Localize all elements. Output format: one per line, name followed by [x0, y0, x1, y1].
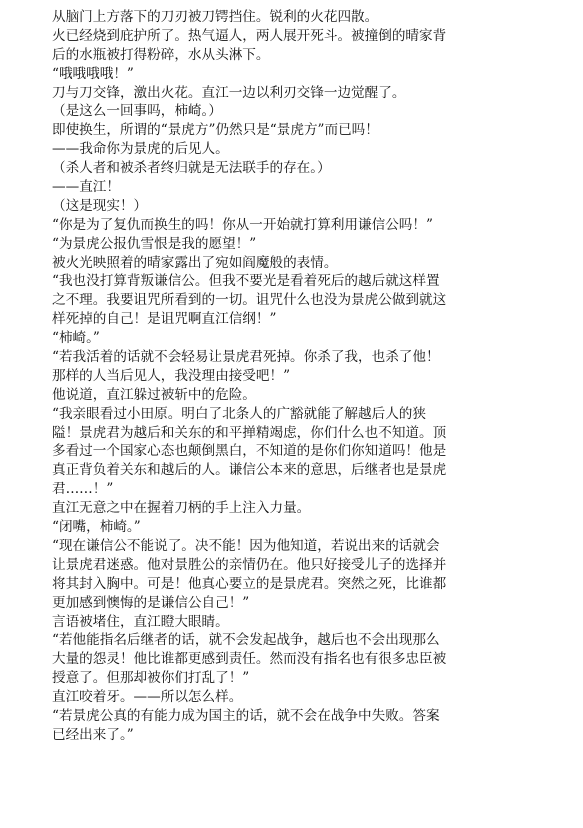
text-line: 授意了。但那却被你们打乱了！”	[52, 670, 250, 687]
text-line: 直江无意之中在握着刀柄的手上注入力量。	[52, 500, 311, 517]
text-line: 之不理。我要诅咒所看到的一切。诅咒什么也没为景虎公做到就这	[52, 292, 447, 309]
text-line: “哦哦哦哦！”	[52, 65, 134, 82]
text-line: 让景虎君迷惑。他对景胜公的亲情仍在。他只好接受儿子的选择并	[52, 556, 447, 573]
text-line: 隘！景虎君为越后和关东的和平掸精竭虑，你们什么也不知道。顶	[52, 424, 447, 441]
text-line: 真正背负着关东和越后的人。谦信公本来的意思，后继者也是景虎	[52, 462, 447, 479]
text-line: “若我活着的话就不会轻易让景虎君死掉。你杀了我，也杀了他！	[52, 349, 440, 366]
text-line: 多看过一个国家心态也颠倒黑白，不知道的是你们你知道吗！他是	[52, 443, 447, 460]
text-line: “你是为了复仇而换生的吗！你从一开始就打算利用谦信公吗！”	[52, 216, 433, 233]
text-line: 更加感到懊悔的是谦信公自己！”	[52, 594, 250, 611]
text-line: 被火光映照着的晴家露出了宛如阎魔般的表情。	[52, 254, 338, 271]
text-line: “柿崎。”	[52, 330, 100, 347]
text-line: 从脑门上方落下的刀刃被刀锷挡住。锐利的火花四散。	[52, 9, 379, 25]
text-line: 已经出来了。”	[52, 726, 134, 743]
text-line: 他说道，直江躲过被斩中的危险。	[52, 386, 256, 403]
text-line: ——直江！	[52, 179, 120, 196]
text-line: 大量的怨灵！他比谁都更感到责任。然而没有指名也有很多忠臣被	[52, 651, 447, 668]
text-line: “我也没打算背叛谦信公。但我不要光是看着死后的越后就这样置	[52, 273, 440, 290]
text-line: 即使换生，所谓的“景虎方”仍然只是“景虎方”而已吗！	[52, 122, 379, 139]
text-line: 火已经烧到庇护所了。热气逼人，两人展开死斗。被撞倒的晴家背	[52, 27, 447, 44]
text-line: “若他能指名后继者的话，就不会发起战争，越后也不会出现那么	[52, 632, 440, 649]
text-line: （这是现实！）	[52, 197, 148, 214]
text-line: “为景虎公报仇雪恨是我的愿望！”	[52, 235, 257, 252]
text-line: 君……！”	[52, 481, 114, 498]
text-line: 直江咬着牙。——所以怎么样。	[52, 689, 243, 706]
text-line: 将其封入胸中。可是！他真心要立的是景虎君。突然之死，比谁都	[52, 575, 447, 592]
text-line: 后的水瓶被打得粉碎，水从头淋下。	[52, 46, 270, 63]
text-line: ——我命你为景虎的后见人。	[52, 141, 229, 158]
text-line: “我亲眼看过小田原。明白了北条人的广豁就能了解越后人的狭	[52, 405, 426, 422]
text-line: （杀人者和被杀者终归就是无法联手的存在。）	[52, 160, 331, 177]
text-body	[52, 8, 559, 745]
text-line: （是这么一回事吗，柿崎。）	[52, 103, 222, 120]
text-line: 刀与刀交锋，激出火花。直江一边以利刃交锋一边觉醒了。	[52, 84, 406, 101]
text-line: “若景虎公真的有能力成为国主的话，就不会在战争中失败。答案	[52, 707, 440, 724]
text-line: 言语被堵住，直江瞪大眼睛。	[52, 613, 229, 630]
text-line: “闭嘴，柿崎。”	[52, 519, 141, 536]
text-line: 样死掉的自己！是诅咒啊直江信纲！”	[52, 311, 277, 328]
text-line: 那样的人当后见人，我没理由接受吧！”	[52, 367, 291, 384]
text-line: “现在谦信公不能说了。决不能！因为他知道，若说出来的话就会	[52, 537, 440, 554]
